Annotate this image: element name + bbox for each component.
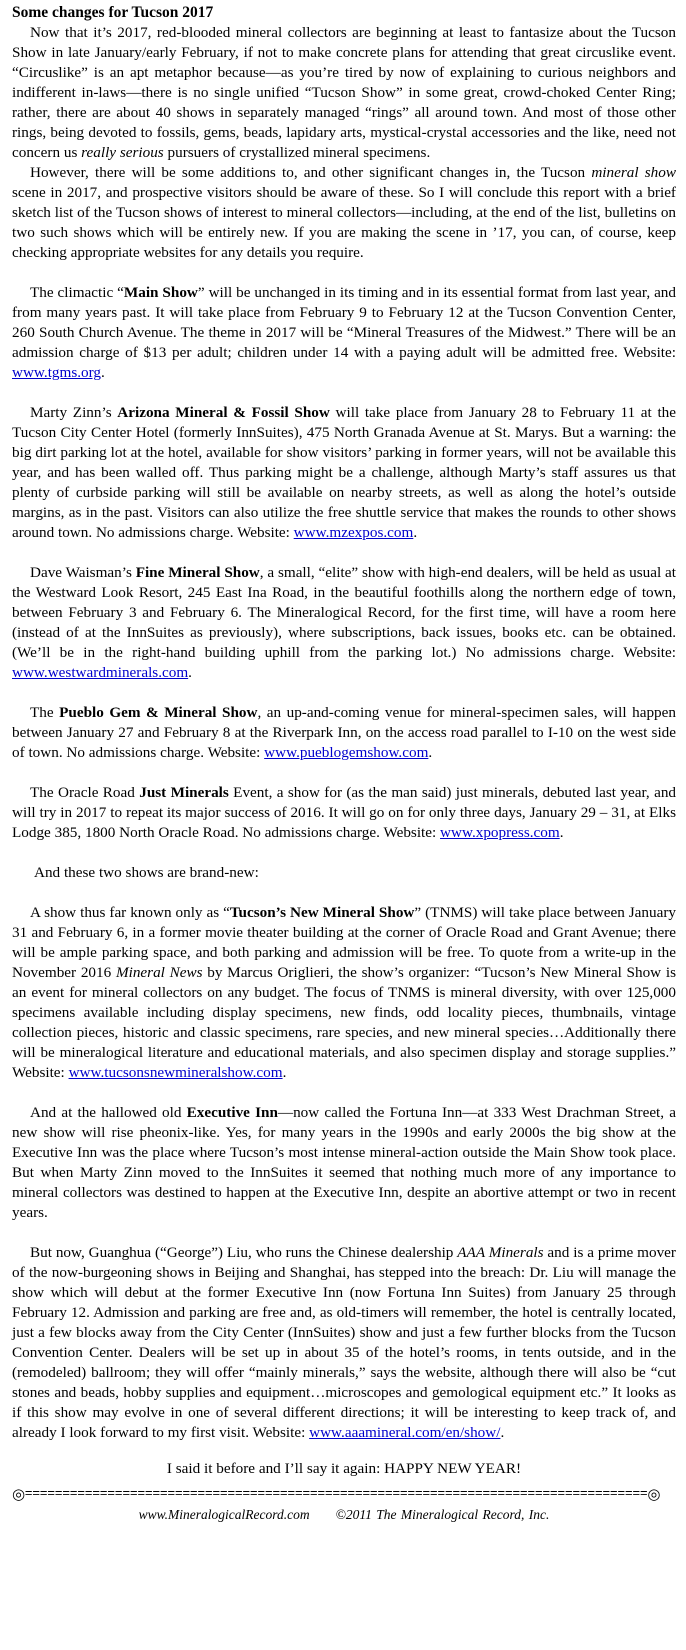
footer-copyright: ©2011 The Mineralogical Record, Inc. (335, 1507, 550, 1522)
footer (12, 1505, 676, 1525)
text: . (413, 524, 418, 541)
tnms-website-link[interactable]: www.tucsonsnewmineralshow.com (68, 1064, 283, 1081)
text: , an up-and-coming venue for mineral-specimen sales, will happen between January 27 and February 8 at the Riverpark Inn, on the access road parallel to I-10 on the west side of town. No admissions charge. Website: (12, 704, 676, 761)
show-name: Fine Mineral Show (135, 564, 260, 581)
article-title: Some changes for Tucson 2017 (12, 4, 214, 21)
divider-line: =================================================================================== (24, 1487, 648, 1501)
text: The climactic “ (30, 284, 124, 301)
text: Event, a show for (as the man said) just minerals, debuted last year, and will try in 2017 to repeat its major success of 2016. It will go on for only three days, January 29 – 31, at Elks Lodge 385, 1800 North Oracle Road. No admissions charge. Website: (12, 784, 677, 841)
main-show-paragraph (12, 283, 676, 383)
text: The (30, 704, 60, 721)
text: And at the hallowed old (30, 1104, 187, 1121)
text: Now that it’s 2017, red-blooded mineral collectors are beginning at least to fantasize about the Tucson Show in late January/early February, if not to make concrete plans for attending that great circuslike event. “Circuslike” is an apt metaphor because—as you’re tired by now of explaining to curious neighbors and indifferent in-laws—there is no single unified “Tucson Show” in some great, crowd-choked Center Ring; rather, there are about 40 shows in separately managed “rings” all around town. And most of those other rings, being devoted to fossils, gems, beads, lapidary arts, mystical-crystal accessories and the like, need not concern us (12, 24, 676, 161)
text: . (282, 1064, 287, 1081)
text: But now, Guanghua (“George”) Liu, who runs the Chinese dealership (30, 1244, 458, 1261)
just-minerals-paragraph (12, 783, 676, 843)
closing-line: I said it before and I’ll say it again: HAPPY NEW YEAR! (166, 1460, 522, 1477)
executive-inn-paragraph (12, 1103, 676, 1223)
text: The Oracle Road (30, 784, 140, 801)
show-name: Pueblo Gem & Mineral Show (59, 704, 258, 721)
intro-paragraph-2 (12, 163, 676, 263)
show-name: Tucson’s New Mineral Show (229, 904, 415, 921)
intro-paragraph-1 (12, 23, 676, 163)
decorative-divider (12, 1487, 676, 1501)
text: scene in 2017, and prospective visitors should be aware of these. So I will conclude this report with a brief sketch list of the Tucson shows of interest to mineral collectors—including, at the end of the list, bulletins on two such shows which will be entirely new. If you are making the scene in ’17, you can, of course, keep checking appropriate websites for any details you require. (12, 184, 676, 261)
just-minerals-website-link[interactable]: www.xpopress.com (440, 824, 560, 841)
text: . (428, 744, 433, 761)
show-name: Just Minerals (139, 784, 229, 801)
text: However, there will be some additions to, and other significant changes in, the Tucson (30, 164, 592, 181)
text: . (188, 664, 192, 681)
text: . (500, 1424, 505, 1441)
show-name: Executive Inn (186, 1104, 278, 1121)
divider-right-ornament-icon: ◎ (647, 1487, 661, 1501)
emphasis: really serious (81, 144, 164, 161)
fine-show-website-link[interactable]: www.westwardminerals.com (12, 664, 189, 681)
main-show-website-link[interactable]: www.tgms.org (12, 364, 102, 381)
fine-mineral-show-paragraph (12, 563, 676, 683)
text: —now called the Fortuna Inn—at 333 West Drachman Street, a new show will rise pheonix-like. Yes, for many years in the 1990s and early 2000s the big show at the Executive Inn was the place where Tucson’s most intense mineral-action outside the Main Show took place. But when Marty Zinn moved to the InnSuites it seemed that nothing much more of any importance to mineral collectors was destined to happen at the Executive Inn, despite an abortive attempt or two in recent years. (12, 1104, 676, 1221)
text: Marty Zinn’s (30, 404, 118, 421)
text: by Marcus Origlieri, the show’s organizer: “Tucson’s New Mineral Show is an event for mineral collectors on any budget. The focus of TNMS is mineral diversity, with over 125,000 specimens available including display specimens, new finds, odd locality pieces, thumbnails, vintage collection pieces, historic and classic specimens, rare species, and new mineral species…Additionally there will be mineralogical literature and educational materials, and also specimen display and storage supplies.” Website: (12, 964, 676, 1081)
footer-website: www.MineralogicalRecord.com (138, 1507, 310, 1522)
text: A show thus far known only as “ (30, 904, 230, 921)
aaa-minerals-website-link[interactable]: www.aaamineral.com/en/show/ (309, 1424, 501, 1441)
text: ” will be unchanged in its timing and in its essential format from last year, and from many years past. It will take place from February 9 to February 12 at the Tucson Convention Center, 260 South Church Avenue. The theme in 2017 will be “Mineral Treasures of the Midwest.” There will be an admission charge of $13 per adult; children under 14 with a paying adult will be admitted free. Website: (12, 284, 676, 361)
tnms-paragraph (12, 903, 676, 1083)
liu-paragraph (12, 1243, 676, 1443)
show-name: Main Show (123, 284, 198, 301)
pueblo-show-paragraph (12, 703, 676, 763)
text: , a small, “elite” show with high-end dealers, will be held as usual at the Westward Look Resort, 245 East Ina Road, in the beautiful foothills along the northern edge of town, between February 3 and February 6. The Mineralogical Record, for the first time, will have a room here (instead of at the InnSuites as previously), where subscriptions, back issues, books etc. can be obtained. (We’ll be in the right-hand building uphill from the parking lot.) No admissions charge. Website: (12, 564, 676, 661)
text: . (101, 364, 105, 381)
pueblo-show-website-link[interactable]: www.pueblogemshow.com (264, 744, 429, 761)
text: and is a prime mover of the now-burgeoning shows in Beijing and Shanghai, has stepped into the breach: Dr. Liu will manage the show which will debut at the former Executive Inn (now Fortuna Inn Suites) from January 25 through February 12. Admission and parking are free and, as old-timers will remember, the hotel is centrally located, just a few blocks away from the City Center (InnSuites) show and just a few further blocks from the Tucson Convention Center. Dealers will be set up in about 35 of the hotel’s rooms, in tents outside, and in the (remodeled) ballroom; they will offer “mainly minerals,” says the website, although there will also be “cut stones and beads, hobby supplies and equipment…microscopes and gemological equipment etc.” It looks as if this show may evolve in one of several different directions; it will be interesting to keep track of, and already I look forward to my first visit. Website: (12, 1244, 676, 1441)
text: Dave Waisman’s (30, 564, 136, 581)
publication-name: Mineral News (115, 964, 203, 981)
text: will take place from January 28 to February 11 at the Tucson City Center Hotel (formerly InnSuites), 475 North Granada Avenue at St. Marys. But a warning: the big dirt parking lot at the hotel, available for show visitors’ parking in former years, will not be available this year, and has been walled off. Thus parking might be a challenge, although Marty’s staff assures us that plenty of curbside parking will still be available on nearby streets, as well as along the hotel’s outside margins, as in the past. Visitors can also utilize the free shuttle service that makes the rounds to other shows around town. No admissions charge. Website: (12, 404, 676, 541)
show-name: Arizona Mineral & Fossil Show (117, 404, 330, 421)
text: pursuers of crystallized mineral specimens. (163, 144, 431, 161)
text: ” (TNMS) will take place between January 31 and February 6, in a former movie theater building at the corner of Oracle Road and Grant Avenue; there will be ample parking space, and both parking and admission will be free. To quote from a write-up in the November 2016 (12, 904, 676, 981)
arizona-show-paragraph (12, 403, 676, 543)
arizona-show-website-link[interactable]: www.mzexpos.com (293, 524, 414, 541)
emphasis: mineral show (591, 164, 676, 181)
brand-new-intro: And these two shows are brand-new: (34, 864, 259, 881)
divider-left-ornament-icon: ◎ (12, 1487, 25, 1501)
dealership-name: AAA Minerals (457, 1244, 544, 1261)
text: . (559, 824, 564, 841)
